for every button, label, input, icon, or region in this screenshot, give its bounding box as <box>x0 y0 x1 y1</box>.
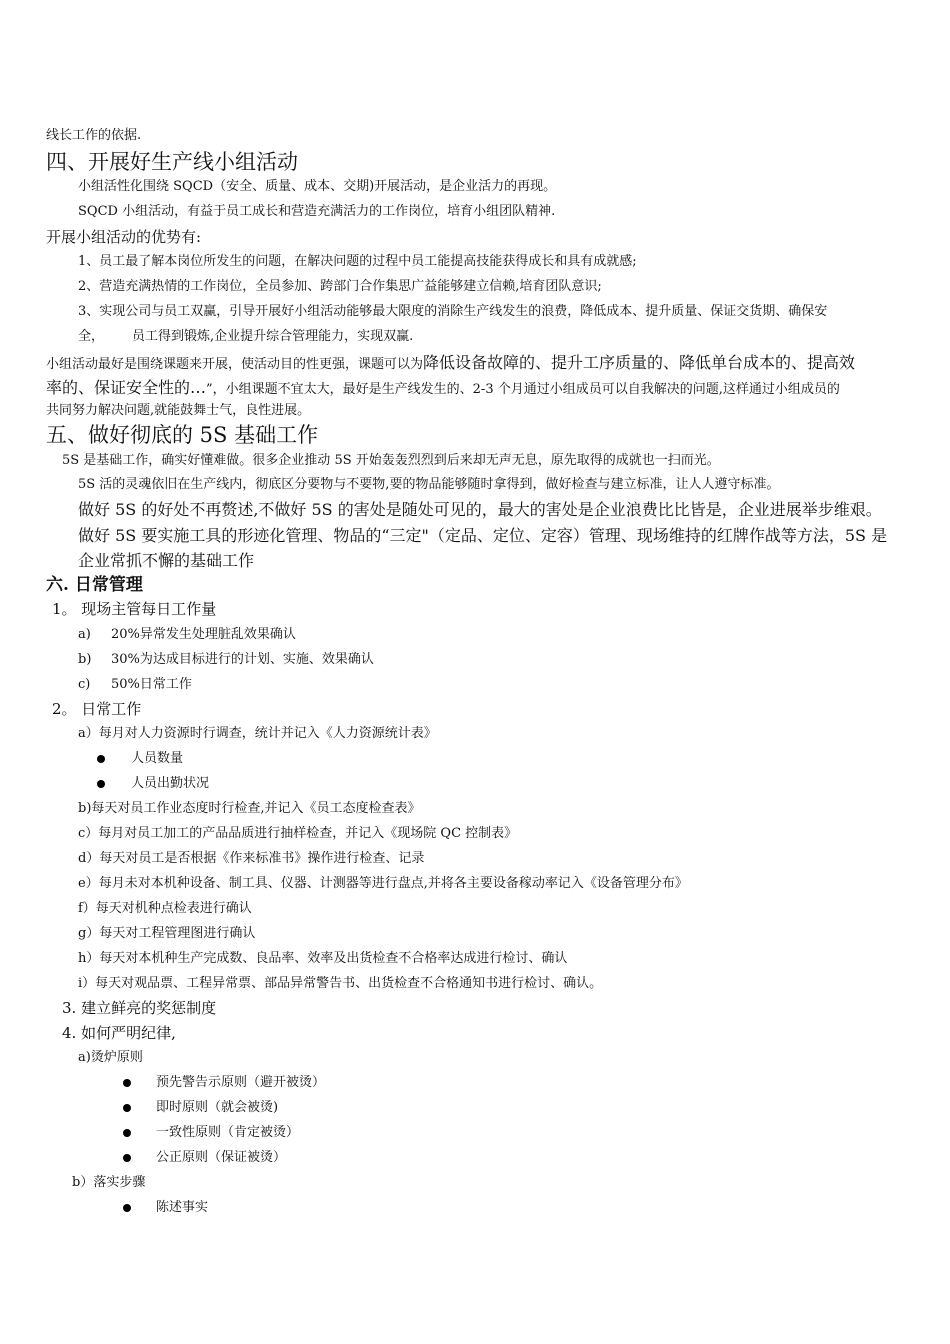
subheading: 3. 建立鲜亮的奖惩制度 <box>62 999 217 1017</box>
bullet-icon <box>123 1079 131 1087</box>
list-item: b）落实步骤 <box>72 1175 146 1190</box>
bullet-icon <box>123 1129 131 1137</box>
text-line: 企业常抓不懈的基础工作 <box>78 551 255 570</box>
text-line: 全， <box>78 329 105 344</box>
list-marker: b) <box>78 652 92 667</box>
text-line: 做好 5S 的好处不再赘述,不做好 5S 的害处是随处可见的，最大的害处是企业浪费比比皆是，企业进展举步维艰。 <box>78 500 882 519</box>
bullet-icon <box>123 1104 131 1112</box>
text-line: 做好 5S 要实施工具的形迹化管理、物品的“三定"（定品、定位、定容）管理、现场维持的红牌作战等方法，5S 是 <box>78 526 888 545</box>
text-line: 开展小组活动的优势有: <box>46 228 202 246</box>
list-item: 2、营造充满热情的工作岗位，全员参加、跨部门合作集思广益能够建立信赖,培育团队意识; <box>78 279 602 294</box>
section-heading-4: 四、开展好生产线小组活动 <box>46 150 298 174</box>
text-line <box>46 378 840 398</box>
list-item: g）每天对工程管理图进行确认 <box>78 926 256 941</box>
text-line: 线长工作的依据. <box>46 128 142 143</box>
list-item: 50%日常工作 <box>111 677 192 692</box>
list-item: 1、员工最了解本岗位所发生的问题，在解决问题的过程中员工能提高技能获得成长和具有成就感; <box>78 254 637 269</box>
section-heading-5: 五、做好彻底的 5S 基础工作 <box>46 423 319 447</box>
list-item: 人员出勤状况 <box>131 776 210 791</box>
list-item: a）每月对人力资源时行调查，统计并记入《人力资源统计表》 <box>78 726 437 741</box>
bullet-icon <box>97 755 105 763</box>
list-item: 20%异常发生处理脏乱效果确认 <box>111 627 296 642</box>
subheading: 1。 现场主管每日工作量 <box>52 600 217 618</box>
text-line: 员工得到锻炼,企业提升综合管理能力，实现双赢. <box>132 329 414 344</box>
bullet-icon <box>97 780 105 788</box>
text-span: ”，小组课题不宜太大，最好是生产线发生的、2-3 个月通过小组成员可以自我解决的问题,这样通过小组成员的 <box>206 382 840 397</box>
list-item: 3、实现公司与员工双赢，引导开展好小组活动能够最大限度的消除生产线发生的浪费，降低成本、提升质量、保证交货期、确保安 <box>78 304 828 319</box>
list-item: 公正原则（保证被烫） <box>156 1150 287 1165</box>
list-marker: a) <box>78 627 91 642</box>
text-line: 5S 是基础工作，确实好懂难做。很多企业推动 5S 开始轰轰烈烈到后来却无声无息，原先取得的成就也一扫而光。 <box>62 453 720 468</box>
text-line: 5S 活的灵魂依旧在生产线内，彻底区分要物与不要物,要的物品能够随时拿得到，做好检查与建立标准，让人人遵守标准。 <box>78 477 780 492</box>
list-item: c）每月对员工加工的产品品质进行抽样检查，并记入《现场院 QC 控制表》 <box>78 826 518 841</box>
text-span: 小组活动最好是围绕课题来开展，使活动目的性更强，课题可以为 <box>46 357 424 372</box>
list-marker: c) <box>78 677 91 692</box>
text-line: SQCD 小组活动，有益于员工成长和营造充满活力的工作岗位，培育小组团队精神. <box>78 204 556 219</box>
list-item: 人员数量 <box>131 751 184 766</box>
text-line: 共同努力解决问题,就能鼓舞士气，良性进展。 <box>46 403 311 418</box>
text-line: 小组活性化围绕 SQCD（安全、质量、成本、交期)开展活动，是企业活力的再现。 <box>78 179 557 194</box>
text-span: 率的、保证安全性的… <box>46 378 207 397</box>
list-item: 30%为达成目标进行的计划、实施、效果确认 <box>111 652 374 667</box>
section-heading-6: 六. 日常管理 <box>46 575 143 595</box>
list-item: 预先警告示原则（避开被烫） <box>156 1075 326 1090</box>
list-item: h）每天对本机种生产完成数、良品率、效率及出货检查不合格率达成进行检讨、确认 <box>78 951 568 966</box>
list-item: b)每天对员工作业态度时行检查,并记入《员工态度检查表》 <box>78 801 421 816</box>
bullet-icon <box>123 1204 131 1212</box>
text-span: 降低设备故障的、提升工序质量的、降低单台成本的、提高效 <box>423 353 856 372</box>
list-item: 一致性原则（肯定被烫） <box>156 1125 300 1140</box>
list-item: 陈述事实 <box>156 1200 209 1215</box>
list-item: f）每天对机种点检表进行确认 <box>78 901 252 916</box>
text-line <box>46 353 855 373</box>
list-item: a)烫炉原则 <box>78 1050 143 1065</box>
list-item: 即时原则（就会被烫) <box>156 1100 279 1115</box>
list-item: e）每月未对本机种设备、制工具、仪器、计测器等进行盘点,并将各主要设备稼动率记入《设备管理分布》 <box>78 876 688 891</box>
subheading: 2。 日常工作 <box>52 700 142 718</box>
subheading: 4. 如何严明纪律, <box>62 1024 176 1042</box>
bullet-icon <box>123 1154 131 1162</box>
list-item: d）每天对员工是否根据《作来标准书》操作进行检查、记录 <box>78 851 425 866</box>
list-item: i）每天对观品票、工程异常票、部品异常警告书、出货检查不合格通知书进行检讨、确认。 <box>78 976 603 991</box>
